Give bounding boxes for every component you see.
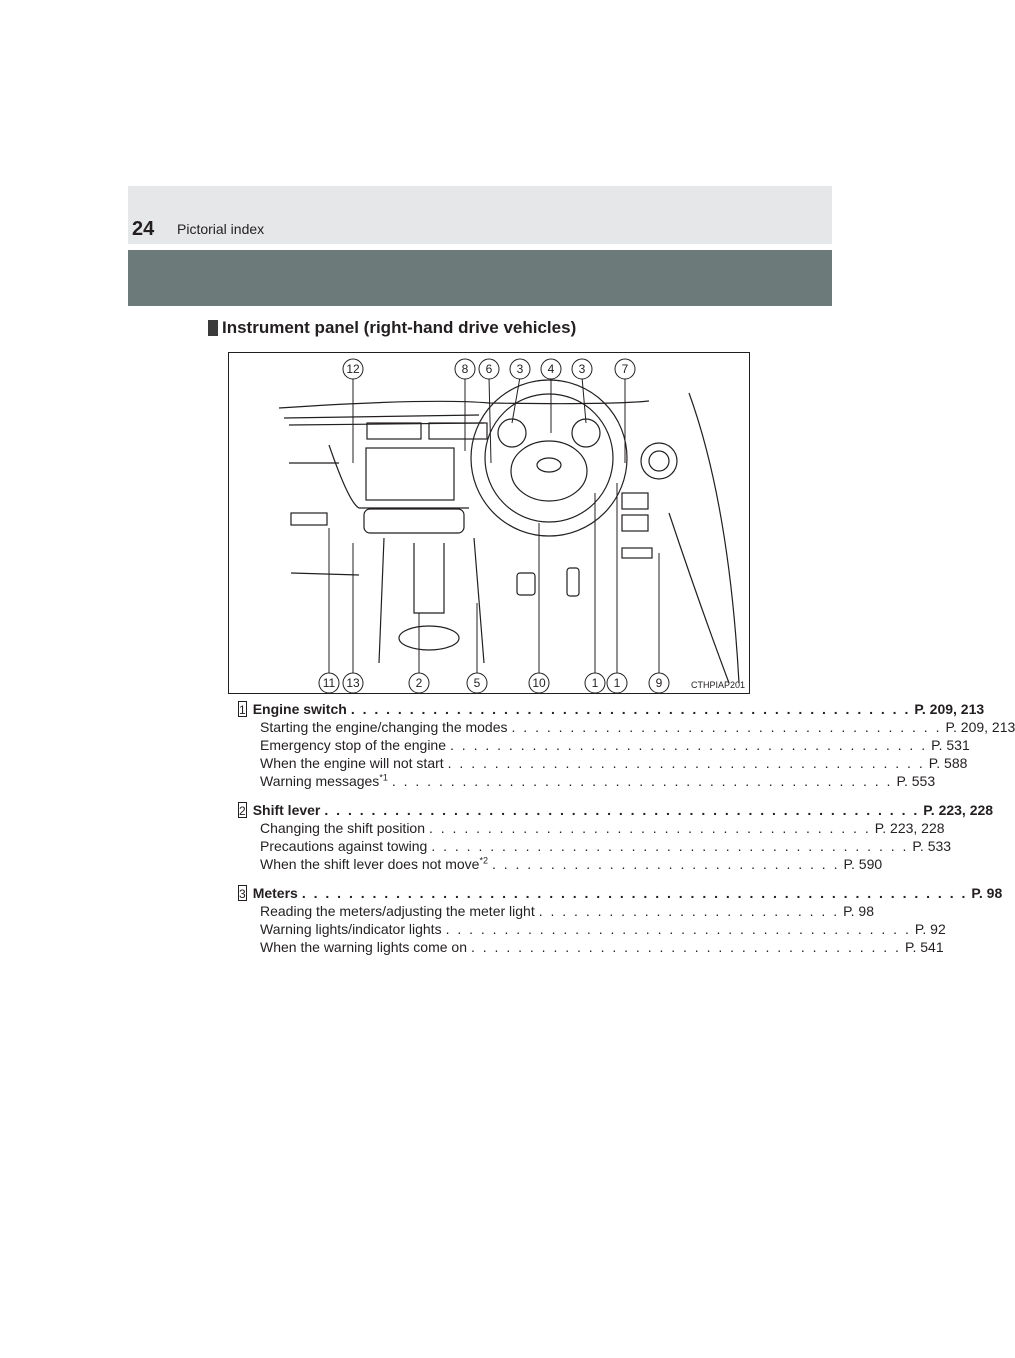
svg-text:9: 9: [655, 676, 663, 690]
footnote-mark: *2: [479, 855, 488, 866]
leader-dots: . . . . . . . . . . . . . . . . . . . . . . . . . . . . . . . . . . . . . . . . . . . . . . . . . . . . . . . . .: [301, 885, 968, 901]
entry-heading: [238, 700, 985, 718]
square-bullet-icon: [208, 320, 218, 336]
entry-number: 2: [239, 804, 246, 818]
svg-text:12: 12: [346, 362, 360, 376]
footnote-mark: *1: [379, 772, 388, 783]
leader-dots: . . . . . . . . . . . . . . . . . . . . . . . . . . . . . . . . . . . . . . . . . . . . . . . . . . .: [324, 802, 920, 818]
entry-item: Warning lights/indicator lights . . . . . . . . . . . . . . . . . . . . . . . . . . . . . . . . . . . . . . . . P. 92: [260, 921, 946, 937]
entry-item: When the shift lever does not move$^{*2}$ . . . . . . . . . . . . . . . . . . . . . . . . . . . . . . P. 590: [260, 855, 883, 872]
svg-text:3: 3: [578, 362, 586, 376]
svg-text:13: 13: [346, 676, 360, 690]
svg-text:1: 1: [613, 676, 621, 690]
entry-heading: [238, 801, 994, 819]
subheading: [208, 318, 576, 338]
svg-text:4: 4: [547, 362, 555, 376]
section-title: Pictorial index: [177, 221, 265, 237]
page-number: 24: [132, 218, 155, 240]
title-band: [128, 250, 832, 306]
page-ref[interactable]: P. 209, 213: [914, 701, 985, 717]
entry-item: Reading the meters/adjusting the meter light . . . . . . . . . . . . . . . . . . . . . . . . . . P. 98: [260, 903, 874, 919]
svg-text:7: 7: [621, 362, 629, 376]
entry-item: Warning messages$^{*1}$ . . . . . . . . . . . . . . . . . . . . . . . . . . . . . . . . . . . . . . . . . . . P. 553: [260, 772, 936, 789]
svg-text:6: 6: [485, 362, 493, 376]
entry-title: Shift lever: [252, 802, 321, 818]
entry-meters: [238, 884, 1003, 956]
page-ref[interactable]: P. 209, 213: [945, 719, 1015, 735]
callout-10: [529, 673, 549, 693]
callout-7: [615, 359, 635, 379]
figure-code: CTHPIAP201: [690, 680, 745, 690]
svg-text:5: 5: [473, 676, 481, 690]
callout-6: [479, 359, 499, 379]
svg-text:1: 1: [591, 676, 599, 690]
callout-2: [409, 673, 429, 693]
callout-5: [467, 673, 487, 693]
entry-item: Emergency stop of the engine . . . . . . . . . . . . . . . . . . . . . . . . . . . . . . . . . . . . . . . . . P. 531: [260, 737, 970, 753]
callout-12: [343, 359, 363, 379]
svg-text:11: 11: [322, 676, 336, 690]
entry-list: [238, 700, 1015, 967]
callout-8: [455, 359, 475, 379]
entry-title: Engine switch: [252, 701, 347, 717]
svg-text:3: 3: [516, 362, 524, 376]
entry-item: Precautions against towing . . . . . . . . . . . . . . . . . . . . . . . . . . . . . . . . . . . . . . . . . P. 533: [260, 838, 952, 854]
page-ref[interactable]: P. 223, 228: [874, 820, 945, 836]
entry-number: 3: [239, 887, 246, 901]
callout-9: [649, 673, 669, 693]
entry-heading: [238, 884, 1003, 902]
entry-item: Changing the shift position . . . . . . . . . . . . . . . . . . . . . . . . . . . . . . . . . . . . . . P. 223, 228: [260, 820, 945, 836]
callout-11: [319, 673, 339, 693]
callout-13: [343, 673, 363, 693]
subheading-text: Instrument panel (right-hand drive vehicles): [222, 318, 577, 337]
page-ref[interactable]: P. 588: [928, 755, 968, 771]
callout-4: [541, 359, 561, 379]
entry-item: Starting the engine/changing the modes . . . . . . . . . . . . . . . . . . . . . . . . . . . . . . . . . . . . . P. 209, 213: [260, 719, 1015, 735]
entry-item: When the warning lights come on . . . . . . . . . . . . . . . . . . . . . . . . . . . . . . . . . . . . . P. 541: [260, 939, 944, 955]
page-ref[interactable]: P. 590: [843, 856, 883, 872]
svg-text:10: 10: [532, 676, 546, 690]
page-ref[interactable]: P. 98: [843, 903, 874, 919]
entry-item: When the engine will not start . . . . . . . . . . . . . . . . . . . . . . . . . . . . . . . . . . . . . . . . . P. 588: [260, 755, 968, 771]
page-ref[interactable]: P. 553: [896, 773, 936, 789]
entry-title: Meters: [252, 885, 298, 901]
page-ref[interactable]: P. 223, 228: [923, 802, 994, 818]
instrument-panel-figure: [228, 352, 750, 694]
svg-text:2: 2: [415, 676, 423, 690]
callout-layer: [229, 353, 749, 693]
page-ref[interactable]: P. 531: [931, 737, 970, 753]
entry-shift-lever: [238, 801, 994, 873]
page-ref[interactable]: P. 533: [912, 838, 952, 854]
callout-3a: [510, 359, 530, 379]
callout-3b: [572, 359, 592, 379]
page-ref[interactable]: P. 98: [971, 885, 1003, 901]
callout-1a: [585, 673, 605, 693]
entry-number: 1: [239, 703, 246, 717]
callout-1b: [607, 673, 627, 693]
page-ref[interactable]: P. 92: [914, 921, 946, 937]
page-ref[interactable]: P. 541: [904, 939, 944, 955]
svg-text:8: 8: [461, 362, 469, 376]
entry-engine-switch: [238, 700, 1015, 790]
leader-dots: . . . . . . . . . . . . . . . . . . . . . . . . . . . . . . . . . . . . . . . . . . . . . . . .: [350, 701, 911, 717]
